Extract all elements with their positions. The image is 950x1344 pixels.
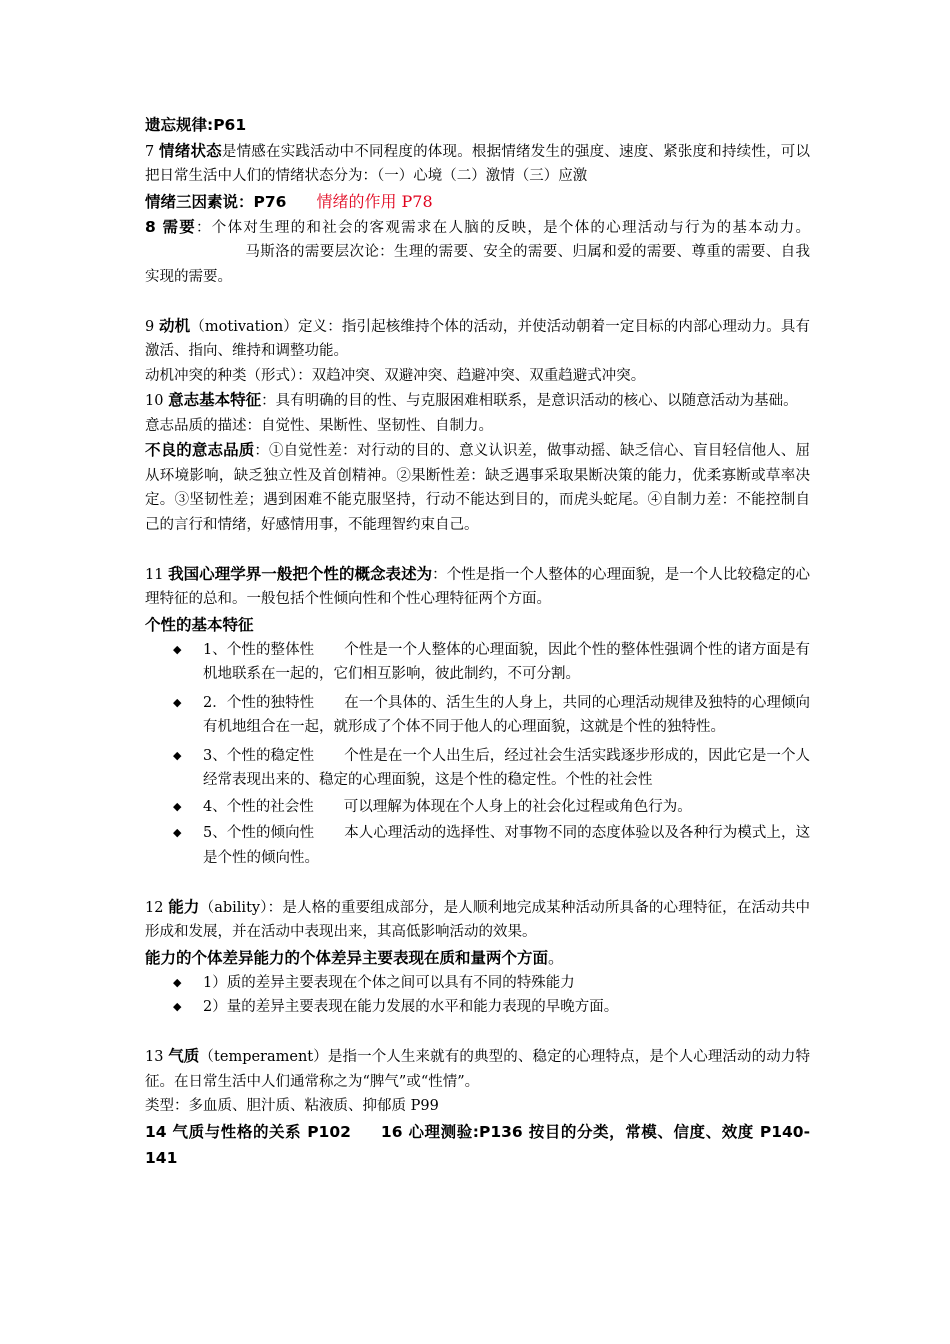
bad-will-term: 不良的意志品质 [145,441,255,459]
maslow-text: 马斯洛的需要层次论：生理的需要、安全的需要、归属和爱的需要、尊重的需要、自我实现的需要。 [145,244,810,285]
bad-will-paragraph [145,438,810,537]
section-number: 9 [145,318,159,335]
section-7 [145,139,810,189]
section-text: （temperament）是指一个人生来就有的典型的、稳定的心理特点，是个人心理活动的动力特征。在日常生活中人们通常称之为“脾气”或“性情”。 [145,1049,810,1090]
document-page [145,113,810,1171]
three-factor-heading: 情绪三因素说：P76 [145,192,287,211]
section-term: 我国心理学界一般把个性的概念表述为 [168,564,433,583]
personality-feature-list [145,638,810,871]
section-14-heading: 14 气质与性格的关系 P102 [145,1122,351,1141]
section-text: ：个体对生理的和社会的客观需求在人脑的反映，是个体的心理活动与行为的基本动力。 [196,219,810,236]
section-text: （motivation）定义：指引起核维持个体的活动，并使活动朝着一定目标的内部心理动力。具有激活、指向、维持和调整功能。 [145,318,810,359]
feature-text: 可以理解为体现在个人身上的社会化过程或角色行为。 [343,798,692,815]
ability-list [145,971,810,1020]
list-item [145,971,810,996]
feature-name: 2．个性的独特性 [203,694,315,711]
temperament-types-line: 类型：多血质、胆汁质、粘液质、抑郁质 P99 [145,1098,439,1114]
ability-heading-line [145,945,810,971]
bad-will-text: ：①自觉性差：对行动的目的、意义认识差，做事动摇、缺乏信心、盲目轻信他人、屈从环境影响，缺乏独立性及首创精神。②果断性差：缺乏遇事采取果断决策的能力，优柔寡断或草率决定。③坚韧性差；遇到困难不能克服坚持，行动不能达到目的，而虎头蛇尾。④自制力差：不能控制自己的言行和情绪，好感情用事，不能理智约束自己。 [145,443,810,533]
section-number: 8 [145,217,163,236]
list-item [145,744,810,793]
section-term: 能力 [168,897,200,916]
section-text: 是情感在实践活动中不同程度的体现。根据情绪发生的强度、速度、紧张度和持续性，可以把日常生活中人们的情绪状态分为：（一）心境（二）激情（三）应激 [145,143,810,184]
feature-name: 1、个性的整体性 [203,641,315,658]
forgetting-heading: 遗忘规律:P61 [145,116,247,134]
section-13 [145,1044,810,1094]
section-12 [145,895,810,945]
section-10 [145,388,810,414]
section-number: 7 [145,143,160,160]
section-11 [145,562,810,612]
three-factor-line [145,189,810,215]
personality-heading: 个性的基本特征 [145,615,254,634]
feature-name: 3、个性的稳定性 [203,747,315,764]
ability-item-text: 2）量的差异主要表现在能力发展的水平和能力表现的早晚方面。 [203,999,619,1015]
list-item [145,995,810,1020]
diamond-bullet-icon: ◆ [173,799,182,813]
feature-text: 本人心理活动的选择性、对事物不同的态度体验以及各种行为模式上，这是个性的倾向性。 [203,825,810,866]
diamond-bullet-icon: ◆ [173,695,182,709]
diamond-bullet-icon: ◆ [173,748,182,762]
list-item [145,691,810,740]
section-term: 动机 [158,316,191,335]
section-text: ：个性是指一个人整体的心理面貌，是一个人比较稳定的心理特征的总和。一般包括个性倾向性和个性心理特征两个方面。 [145,566,810,607]
personality-heading-line [145,612,810,638]
section-8 [145,215,810,290]
feature-name: 5、个性的倾向性 [203,825,315,841]
section-number: 12 [145,899,169,916]
section-term: 需要 [162,217,197,236]
list-item [145,795,810,820]
ability-heading-end: 。 [548,947,565,967]
list-item [145,638,810,687]
will-quality-line: 意志品质的描述：自觉性、果断性、坚韧性、自制力。 [145,417,493,434]
section-number: 11 [145,566,169,583]
list-item [145,821,810,870]
ability-heading: 能力的个体差异能力的个体差异主要表现在质和量两个方面 [145,948,549,967]
section-term: 气质 [168,1047,200,1065]
ability-item-text: 1）质的差异主要表现在个体之间可以具有不同的特殊能力 [203,974,575,991]
feature-name: 4、个性的社会性 [203,798,314,815]
feature-text: 个性是一个人整体的心理面貌，因此个性的整体性强调个性的诸方面是有机地联系在一起的，它们相互影响，彼此制约，不可分割。 [203,641,810,682]
diamond-bullet-icon: ◆ [173,642,182,656]
section-term: 情绪状态 [159,141,222,160]
feature-text: 个性是在一个人出生后，经过社会生活实践逐步形成的，因此它是一个人经常表现出来的、稳定的心理面貌，这是个性的稳定性。个性的社会性 [203,747,810,788]
section-text: （ability）：是人格的重要组成部分，是人顺利地完成某种活动所具备的心理特征，在活动共中形成和发展，并在活动中表现出来，其高低影响活动的效果。 [145,899,810,940]
forgetting-line [145,113,810,139]
section-text: ：具有明确的目的性、与克服困难相联系，是意识活动的核心、以随意活动为基础。 [261,393,798,409]
feature-text: 在一个具体的、活生生的人身上，共同的心理活动规律及独特的心理倾向有机地组合在一起，就形成了个体不同于他人的心理面貌，这就是个性的独特性。 [203,694,810,735]
section-term: 意志基本特征 [168,391,262,409]
diamond-bullet-icon: ◆ [173,826,182,839]
diamond-bullet-icon: ◆ [173,975,182,989]
motive-conflict-line: 动机冲突的种类（形式）：双趋冲突、双避冲突、趋避冲突、双重趋避式冲突。 [145,367,646,384]
section-number: 10 [145,393,169,409]
section-16-heading: 16 心理测验:P136 按目的分类，常模、信度、效度 P140-141 [145,1122,811,1167]
emotion-role-heading: 情绪的作用 P78 [316,191,433,211]
section-9 [145,314,810,364]
section-number: 13 [145,1049,169,1065]
section-14-16 [145,1119,810,1171]
diamond-bullet-icon: ◆ [173,1000,182,1013]
